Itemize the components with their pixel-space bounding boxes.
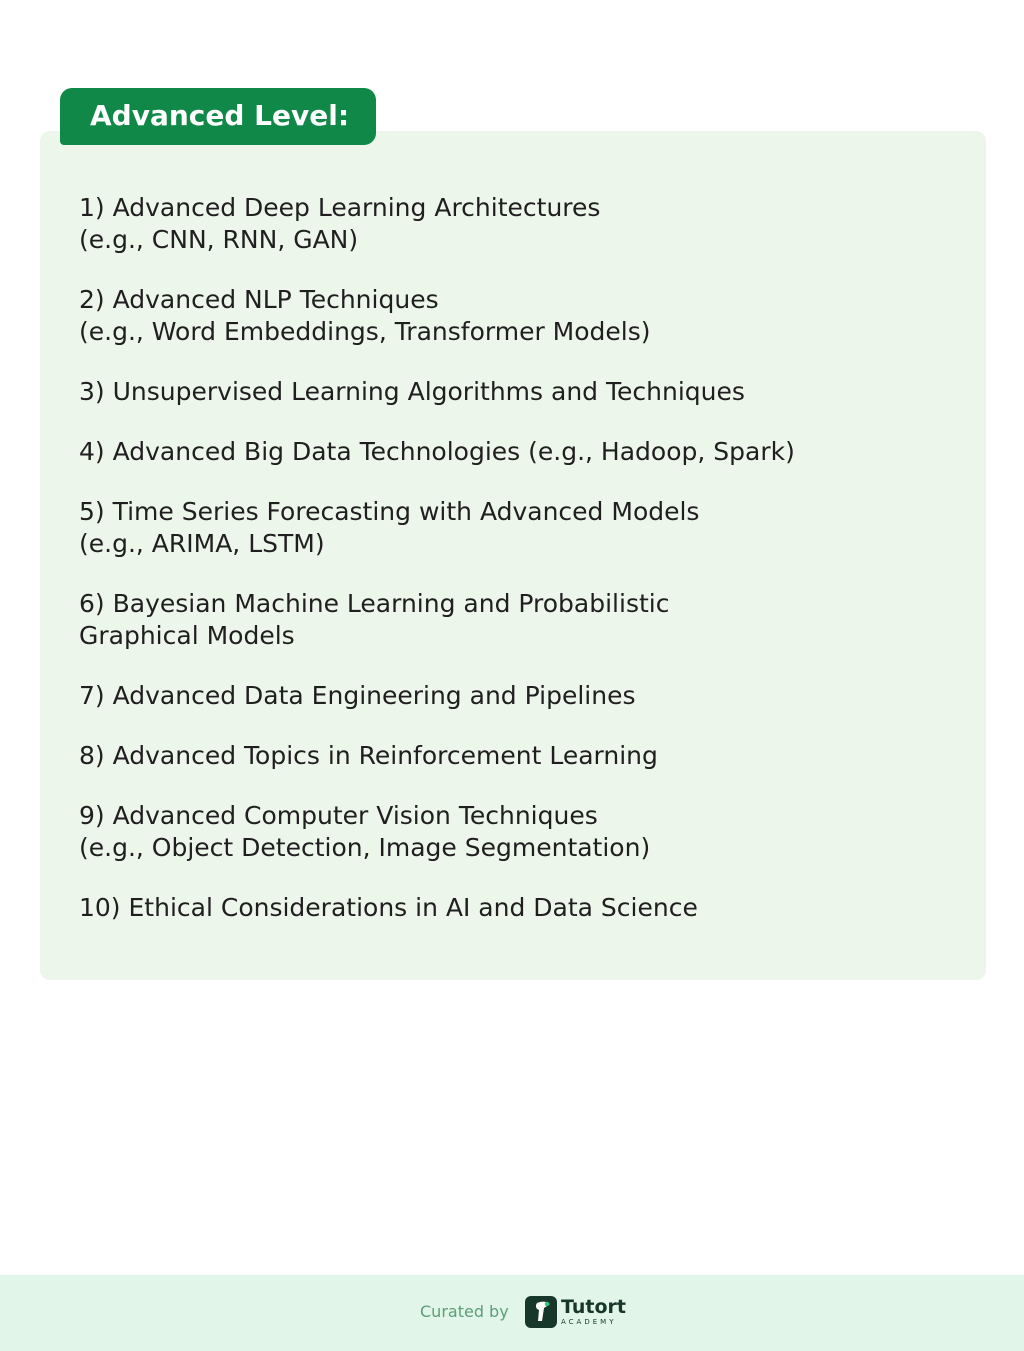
topic-line: 4) Advanced Big Data Technologies (e.g., Hadoop, Spark) [79,437,795,466]
topic-line: 9) Advanced Computer Vision Techniques [79,801,598,830]
topic-line: Graphical Models [79,621,295,650]
topic-line: 10) Ethical Considerations in AI and Data Science [79,893,698,922]
list-item [79,892,959,924]
list-item [79,496,959,560]
list-item [79,284,959,348]
tutort-logo-icon [525,1296,557,1328]
list-item [79,192,959,256]
topic-line: 2) Advanced NLP Techniques [79,285,439,314]
list-item [79,376,959,408]
topic-line: 7) Advanced Data Engineering and Pipelines [79,681,636,710]
list-item [79,800,959,864]
topic-list [79,192,959,952]
section-title: Advanced Level: [60,88,376,145]
brand-subtitle: ACADEMY [561,1318,617,1326]
footer-bar [0,1275,1024,1351]
topic-line: (e.g., ARIMA, LSTM) [79,529,325,558]
brand-name: Tutort [561,1296,626,1318]
topic-line: 3) Unsupervised Learning Algorithms and Techniques [79,377,745,406]
topic-line: 8) Advanced Topics in Reinforcement Learning [79,741,658,770]
topic-line: 5) Time Series Forecasting with Advanced Models [79,497,700,526]
topic-line: (e.g., CNN, RNN, GAN) [79,225,359,254]
topic-line: (e.g., Word Embeddings, Transformer Models) [79,317,651,346]
topic-line: (e.g., Object Detection, Image Segmentation) [79,833,651,862]
list-item [79,436,959,468]
list-item [79,740,959,772]
list-item [79,588,959,652]
topic-line: 1) Advanced Deep Learning Architectures [79,193,601,222]
list-item [79,680,959,712]
curated-by-label: Curated by [420,1302,509,1321]
topic-line: 6) Bayesian Machine Learning and Probabilistic [79,589,670,618]
tutort-brand [525,1296,625,1330]
